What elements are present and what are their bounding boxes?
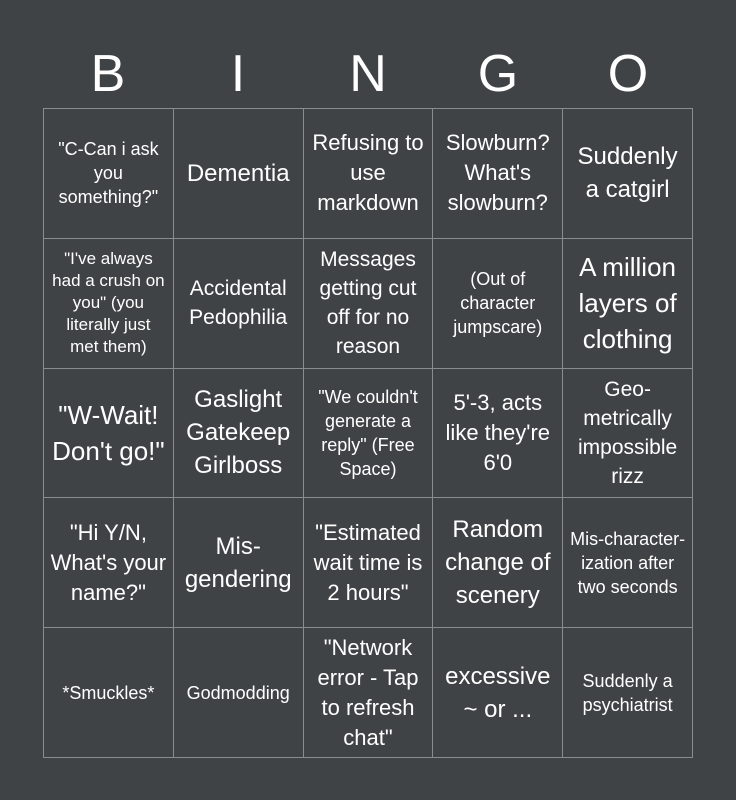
bingo-cell[interactable] [433, 628, 563, 758]
bingo-cell[interactable] [174, 369, 304, 499]
bingo-cell[interactable] [304, 498, 434, 628]
cell-text: (Out of character jumpscare) [453, 269, 543, 338]
cell-text: Accidental Pedophilia [189, 277, 288, 330]
header-letter-b: B [90, 45, 126, 103]
bingo-cell[interactable] [174, 109, 304, 239]
bingo-cell[interactable] [433, 109, 563, 239]
cell-text: Slowburn? What's slowburn? [445, 130, 550, 216]
bingo-cell[interactable] [44, 239, 174, 369]
bingo-header [43, 40, 693, 108]
bingo-cell[interactable] [563, 628, 693, 758]
cell-text: Mis-character-ization after two seconds [570, 528, 686, 597]
cell-text: 5'-3, acts like they're 6'0 [445, 389, 551, 475]
bingo-cell[interactable] [433, 239, 563, 369]
bingo-cell[interactable] [304, 239, 434, 369]
header-letter-n: N [349, 45, 387, 103]
bingo-cell[interactable] [304, 109, 434, 239]
cell-text: Suddenly a catgirl [577, 143, 678, 204]
cell-text: Refusing to use markdown [312, 130, 424, 216]
bingo-cell[interactable] [563, 498, 693, 628]
cell-text: "We couldn't generate a reply" (Free Space) [318, 386, 418, 479]
bingo-cell[interactable] [174, 498, 304, 628]
bingo-cell[interactable] [433, 498, 563, 628]
bingo-cell[interactable] [174, 628, 304, 758]
header-letter-o: O [607, 45, 649, 103]
bingo-cell[interactable] [433, 369, 563, 499]
cell-text: *Smuckles* [62, 682, 155, 703]
cell-text: "Network error - Tap to refresh chat" [317, 634, 419, 750]
bingo-cell[interactable] [174, 239, 304, 369]
bingo-cell free-space[interactable] [304, 369, 434, 499]
cell-text: "Hi Y/N, What's your name?" [50, 519, 167, 605]
cell-text: Random change of scenery [445, 516, 551, 610]
cell-text: Mis-gendering [184, 532, 292, 593]
bingo-cell[interactable] [304, 628, 434, 758]
cell-text: Messages getting cut off for no reason [319, 248, 417, 359]
cell-text: "I've always had a crush on you" (you literally just met them) [52, 249, 165, 357]
cell-text: A million layers of clothing [578, 252, 677, 355]
cell-text: "C-Can i ask you something?" [58, 139, 159, 208]
cell-text: excessive ~ or ... [445, 662, 551, 723]
bingo-cell[interactable] [563, 109, 693, 239]
bingo-cell[interactable] [44, 498, 174, 628]
bingo-cell[interactable] [44, 109, 174, 239]
cell-text: Geo-metrically impossible rizz [577, 377, 678, 488]
cell-text: Godmodding [186, 682, 290, 703]
cell-text: "Estimated wait time is 2 hours" [313, 519, 423, 605]
bingo-cell[interactable] [44, 369, 174, 499]
cell-text: Gaslight Gatekeep Girlboss [186, 386, 291, 480]
bingo-grid [43, 108, 693, 758]
header-letter-i: I [230, 45, 246, 103]
cell-text: Suddenly a psychiatrist [582, 670, 673, 715]
bingo-cell[interactable] [563, 369, 693, 499]
cell-text: "W-Wait! Don't go!" [52, 399, 165, 466]
bingo-cell[interactable] [44, 628, 174, 758]
header-letter-g: G [477, 45, 519, 103]
bingo-cell[interactable] [563, 239, 693, 369]
cell-text: Dementia [186, 159, 290, 187]
